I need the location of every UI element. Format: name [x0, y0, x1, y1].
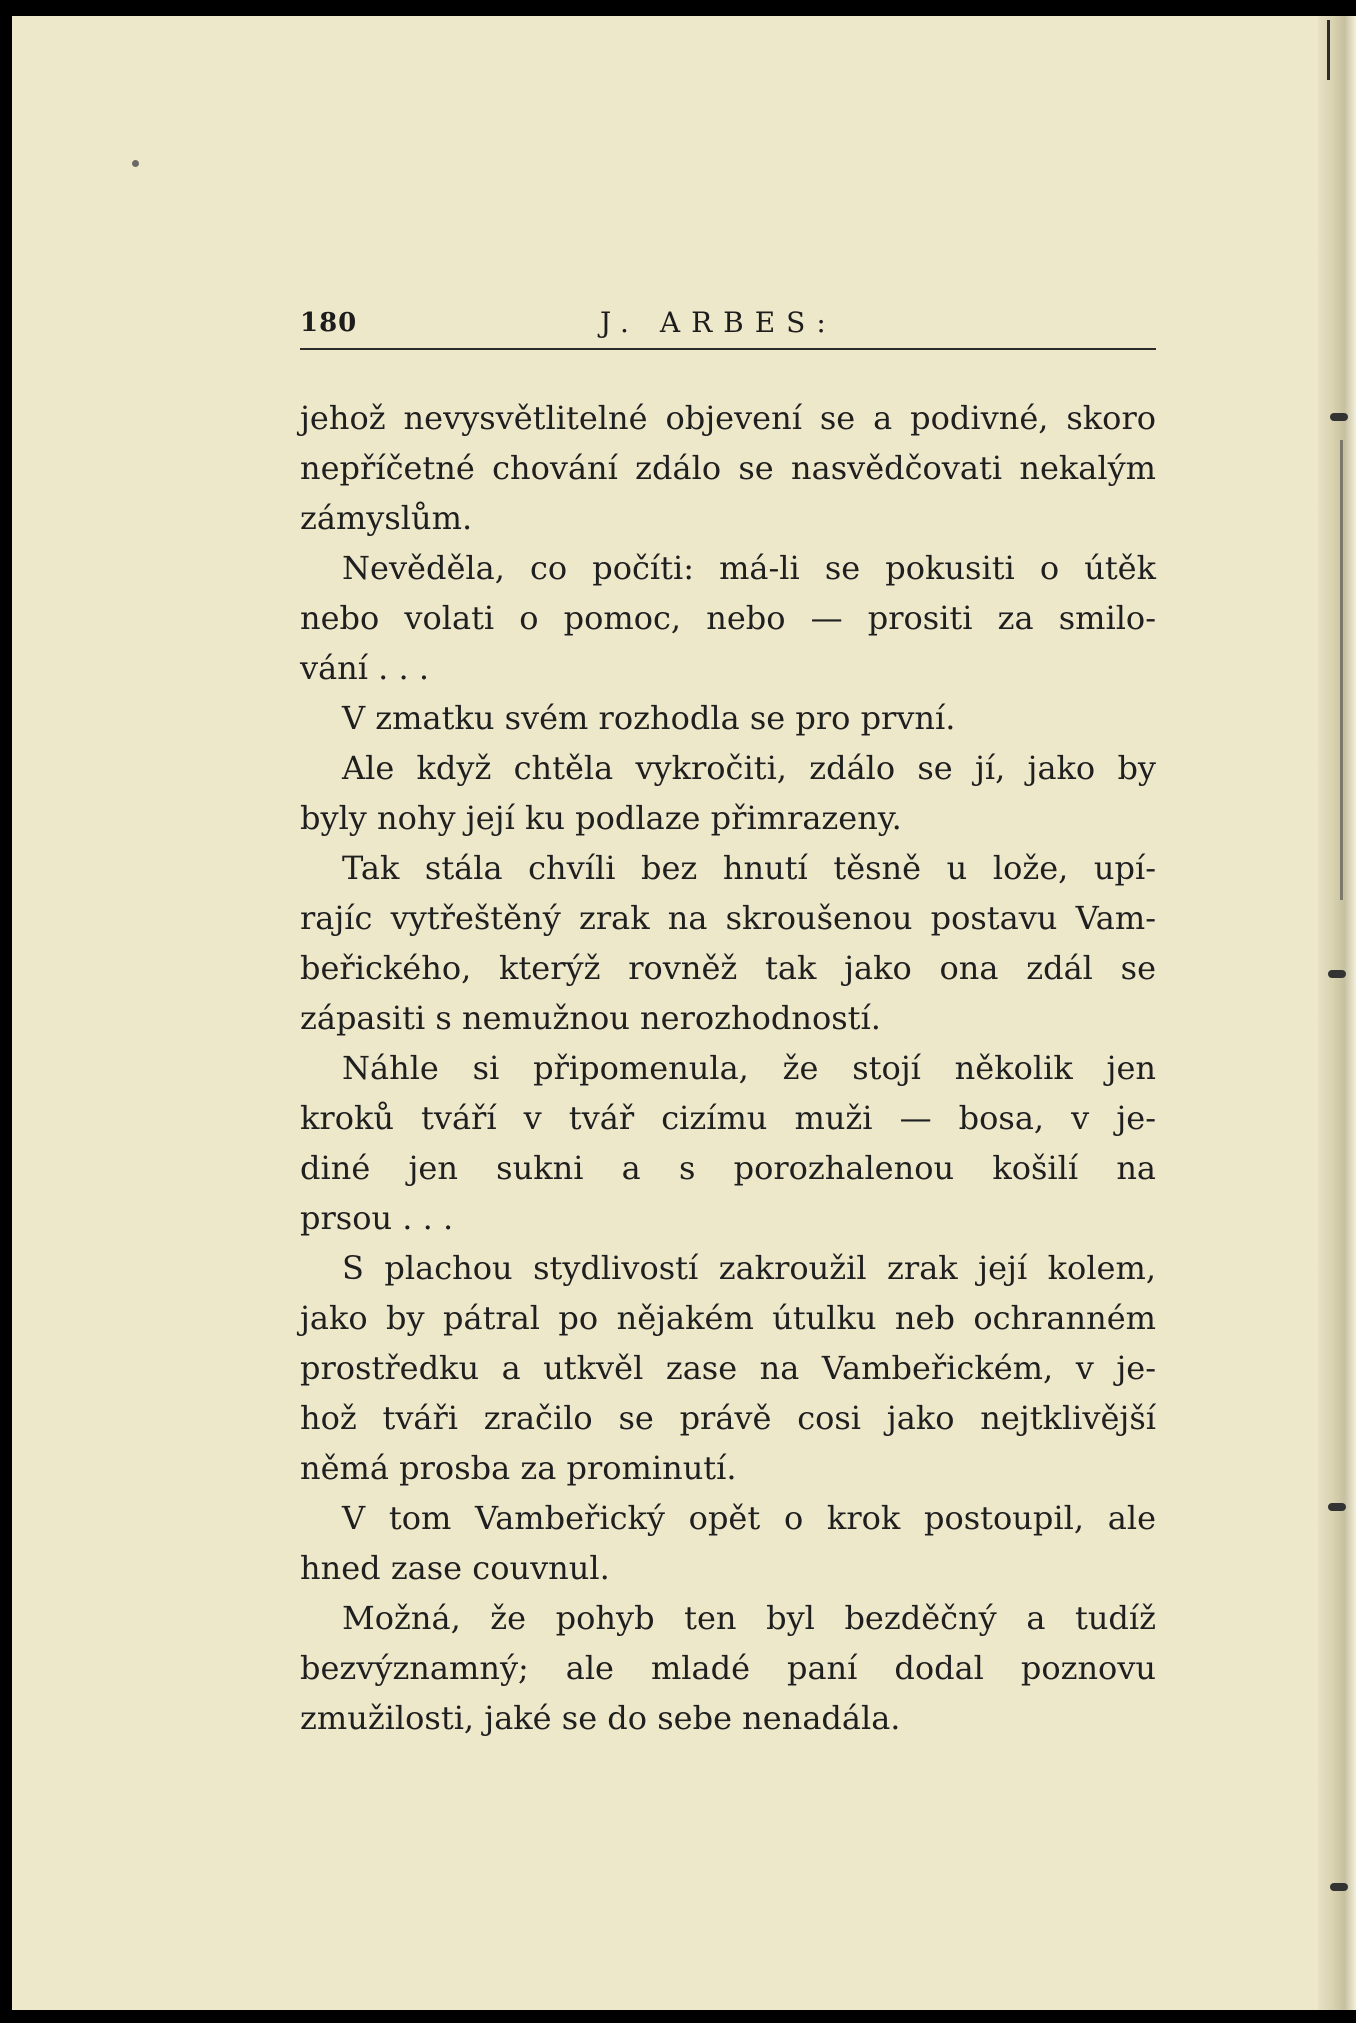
page-number: 180 — [300, 308, 358, 338]
text-line: S plachou stydlivostí zakroužil zrak její kolem, — [342, 1249, 1156, 1287]
text-line: zámyslům. — [300, 499, 473, 537]
text-line: jako by pátral po nějakém útulku neb ochranném — [300, 1299, 1156, 1337]
text-line: Náhle si připomenula, že stojí několik jen — [342, 1049, 1156, 1087]
text-line: vání . . . — [300, 649, 430, 687]
text-line: hned zase couvnul. — [300, 1549, 610, 1587]
text-line: Tak stála chvíli bez hnutí těsně u lože, upí- — [342, 849, 1156, 887]
text-line: Možná, že pohyb ten byl bezděčný a tudíž — [342, 1599, 1156, 1637]
page-header — [300, 300, 1156, 350]
text-line: bezvýznamný; ale mladé paní dodal poznovu — [300, 1649, 1156, 1687]
text-line: Nevěděla, co počíti: má-li se pokusiti o útěk — [342, 549, 1156, 587]
text-line: zmužilosti, jaké se do sebe nenadála. — [300, 1699, 901, 1737]
text-line: zápasiti s nemužnou nerozhodností. — [300, 999, 881, 1037]
paper-speck — [132, 160, 139, 167]
text-line: prostředku a utkvěl zase na Vambeřickém, v je- — [300, 1349, 1156, 1387]
text-line: Ale když chtěla vykročiti, zdálo se jí, jako by — [342, 749, 1156, 787]
binding-shadow-line — [1340, 440, 1343, 900]
binding-line — [1327, 20, 1330, 80]
binding-mark — [1328, 970, 1346, 978]
binding-mark — [1328, 1503, 1346, 1511]
binding-mark — [1330, 413, 1348, 421]
text-line: kroků tváří v tvář cizímu muži — bosa, v je- — [300, 1099, 1156, 1137]
scan-border-top — [0, 0, 1356, 16]
text-line: nebo volati o pomoc, nebo — prositi za smilo- — [300, 599, 1156, 637]
text-line: jehož nevysvětlitelné objevení se a podivné, skoro — [300, 399, 1156, 437]
text-line: diné jen sukni a s porozhalenou košilí na — [300, 1149, 1156, 1187]
text-line: byly nohy její ku podlaze přimrazeny. — [300, 799, 902, 837]
running-head: J. ARBES: — [600, 306, 837, 339]
text-line: rajíc vytřeštěný zrak na skroušenou postavu Vam- — [300, 899, 1156, 937]
text-line: hož tváři zračilo se právě cosi jako nejtklivější — [300, 1399, 1156, 1437]
text-line: V tom Vambeřický opět o krok postoupil, ale — [342, 1499, 1156, 1537]
page-binding-edge — [1318, 0, 1356, 2023]
binding-mark — [1330, 1883, 1348, 1891]
body-text — [300, 393, 1156, 1743]
text-line: prsou . . . — [300, 1199, 454, 1237]
text-line: němá prosba za prominutí. — [300, 1449, 737, 1487]
text-line: V zmatku svém rozhodla se pro první. — [342, 699, 956, 737]
text-line: nepříčetné chování zdálo se nasvědčovati nekalým — [300, 449, 1156, 487]
scan-border-bottom — [0, 2010, 1356, 2023]
scan-border-left — [0, 0, 12, 2023]
text-line: beřického, kterýž rovněž tak jako ona zdál se — [300, 949, 1156, 987]
